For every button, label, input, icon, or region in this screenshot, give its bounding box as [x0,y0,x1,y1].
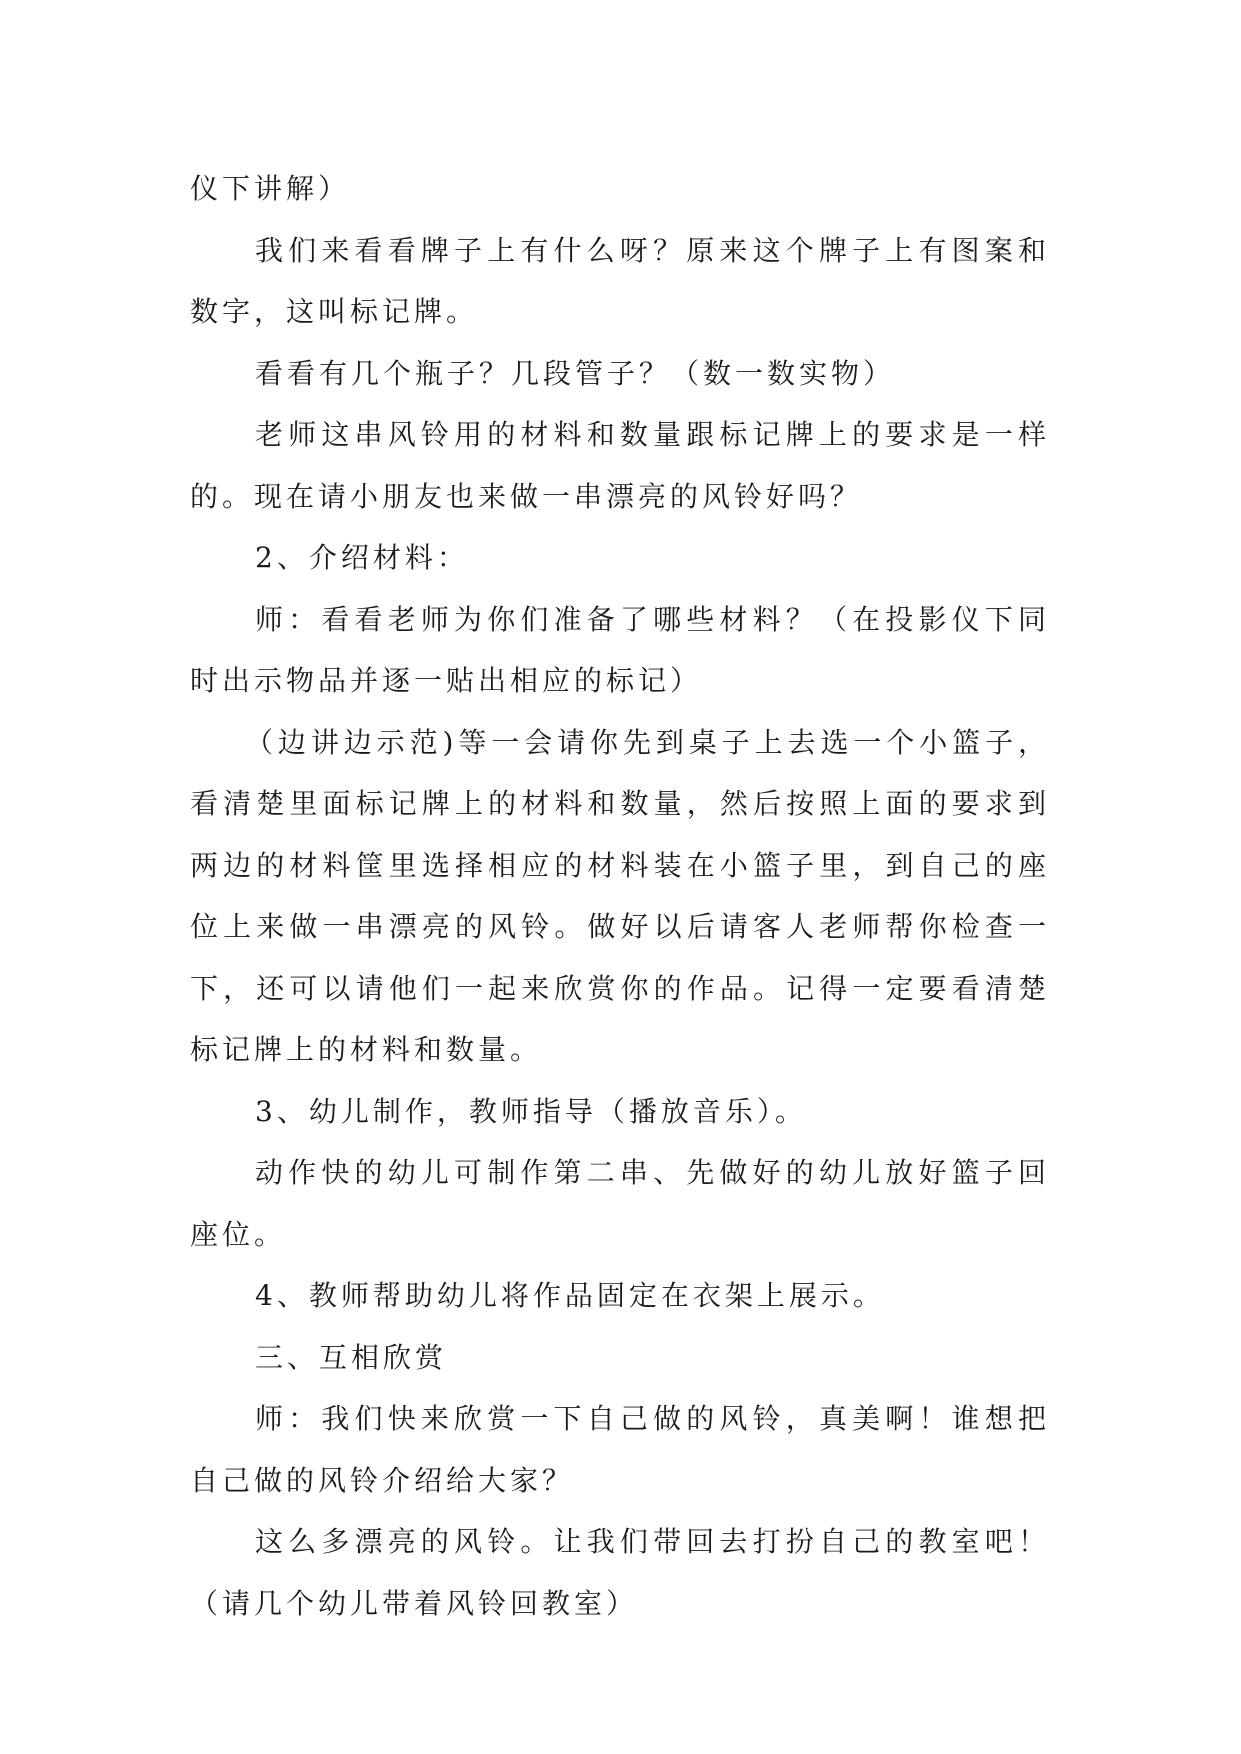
paragraph-9: 动作快的幼儿可制作第二串、先做好的幼儿放好篮子回座位。 [190,1156,1050,1251]
paragraph-3: 看看有几个瓶子？几段管子？（数一数实物） [255,356,896,390]
paragraph-8: 3、幼儿制作，教师指导（播放音乐）。 [255,1094,807,1128]
paragraph-11: 三、互相欣赏 [255,1340,448,1374]
paragraph-10: 4、教师帮助幼儿将作品固定在衣架上展示。 [255,1279,885,1312]
paragraph-2: 我们来看看牌子上有什么呀？原来这个牌子上有图案和数字，这叫标记牌。 [190,233,1050,328]
document-body [190,158,1050,1634]
paragraph-12: 师：我们快来欣赏一下自己做的风铃，真美啊！谁想把自己做的风铃介绍给大家？ [190,1402,1050,1497]
paragraph-5: 2、介绍材料： [255,541,469,574]
paragraph-1: 仪下讲解） [190,172,351,205]
paragraph-7: （边讲边示范)等一会请你先到桌子上去选一个小篮子，看清楚里面标记牌上的材料和数量，然后按照上面的要求到两边的材料筐里选择相应的材料装在小篮子里，到自己的座位上来做一串漂亮的风铃。做好以后请客人老师帮你检查一下，还可以请他们一起来欣赏你的作品。记得一定要看清楚标记牌上的材料和数量。 [190,725,1050,1066]
paragraph-13: 这么多漂亮的风铃。让我们带回去打扮自己的教室吧！（请几个幼儿带着风铃回教室） [190,1525,1050,1620]
paragraph-6: 师：看看老师为你们准备了哪些材料？（在投影仪下同时出示物品并逐一贴出相应的标记） [190,602,1050,697]
paragraph-4: 老师这串风铃用的材料和数量跟标记牌上的要求是一样的。现在请小朋友也来做一串漂亮的风铃好吗？ [190,418,1050,513]
